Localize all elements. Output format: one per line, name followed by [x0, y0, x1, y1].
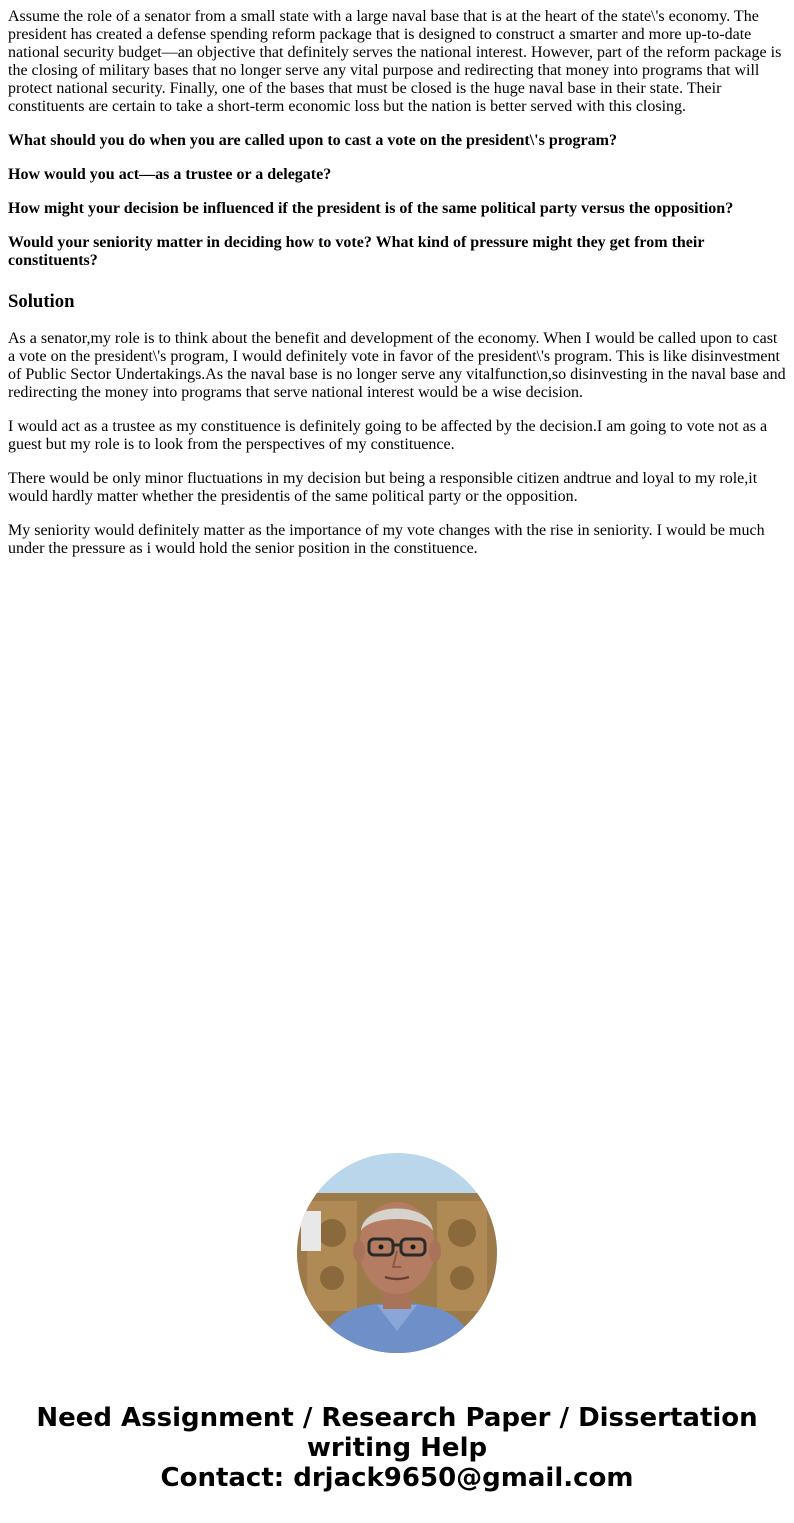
solution-paragraph-2: I would act as a trustee as my constituence is definitely going to be affected by the decision.I am going to vote not as a guest but my role is to look from the perspectives of my constituence.: [8, 418, 768, 453]
solution-heading: Solution: [8, 291, 75, 312]
promo-line-1: Need Assignment / Research Paper / Dissertation: [36, 1403, 758, 1433]
solution-paragraph-4: My seniority would definitely matter as the importance of my vote changes with the rise in seniority. I would be much under the pressure as i would hold the senior position in the constituence.: [8, 522, 765, 557]
author-photo: [297, 1153, 497, 1353]
promo-banner: [0, 1403, 794, 1493]
promo-contact: Contact: drjack9650@gmail.com: [160, 1463, 634, 1493]
solution-paragraph-1: As a senator,my role is to think about the benefit and development of the economy. When I would be called upon to cast a vote on the president\'s program, I would definitely vote in favor of the president\'s program. This is like disinvestment of Public Sector Undertakings.As the naval base is no longer serve any vitalfunction,so disinvesting in the naval base and redirecting the money into programs that serve national interest would be a wise decision.: [8, 330, 786, 401]
promo-line-2: writing Help: [306, 1433, 488, 1463]
question-intro: Assume the role of a senator from a small state with a large naval base that is at the heart of the state\'s economy. The president has created a defense spending reform package that is designed to construct a smarter and more up-to-date national security budget—an objective that definitely serves the national interest. However, part of the reform package is the closing of military bases that no longer serve any vital purpose and redirecting that money into programs that will protect national security. Finally, one of the bases that must be closed is the huge naval base in their state. Their constituents are certain to take a short-term economic loss but the nation is better served with this closing.: [8, 8, 782, 115]
question-prompt-4: Would your seniority matter in deciding how to vote? What kind of pressure might they get from their constituents?: [8, 234, 705, 269]
question-prompt-1: What should you do when you are called upon to cast a vote on the president\'s program?: [8, 132, 617, 149]
document-body: [8, 8, 788, 574]
solution-paragraph-3: There would be only minor fluctuations in my decision but being a responsible citizen andtrue and loyal to my role,it would hardly matter whether the presidentis of the same political party or the opposition.: [8, 470, 758, 505]
author-portrait-illustration: [297, 1153, 497, 1353]
question-prompt-3: How might your decision be influenced if the president is of the same political party versus the opposition?: [8, 200, 734, 217]
question-prompt-2: How would you act—as a trustee or a delegate?: [8, 166, 332, 183]
